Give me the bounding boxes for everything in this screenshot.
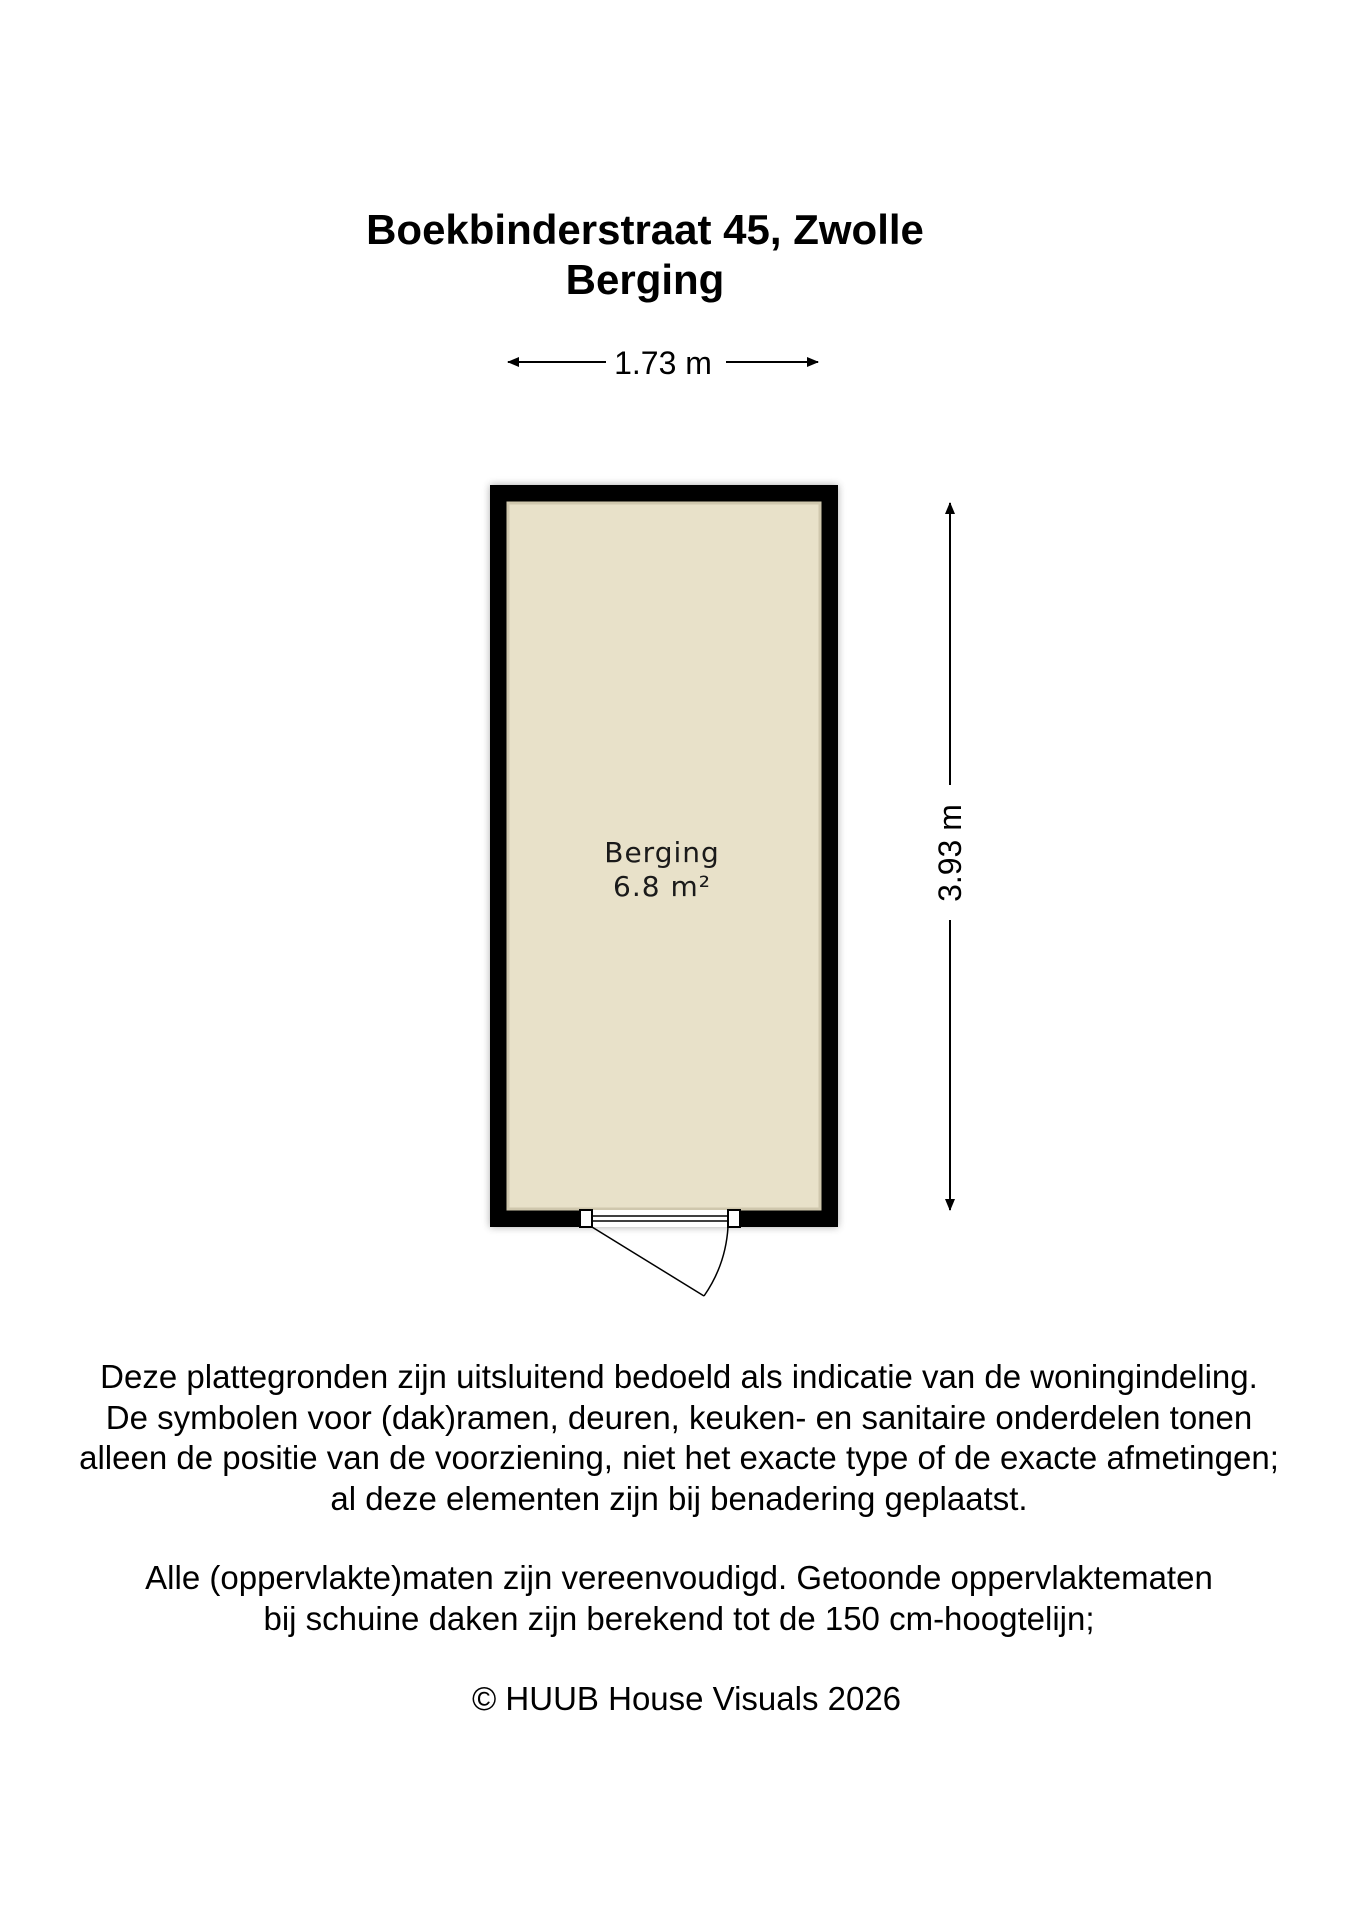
- disclaimer-line: alleen de positie van de voorziening, niet het exacte type of de exacte afmetingen;: [79, 1439, 1279, 1476]
- width-dimension: [508, 345, 818, 381]
- door: [580, 1210, 740, 1296]
- disclaimer-line: Deze plattegronden zijn uitsluitend bedoeld als indicatie van de woningindeling.: [100, 1358, 1258, 1395]
- door-leaf: [592, 1227, 704, 1296]
- door-jamb-left: [580, 1210, 592, 1227]
- door-jamb-right: [728, 1210, 740, 1227]
- floor-title: Berging: [565, 256, 725, 303]
- disclaimer-line: bij schuine daken zijn berekend tot de 150 cm-hoogtelijn;: [263, 1599, 1095, 1637]
- door-opening: [580, 1210, 740, 1227]
- disclaimer-line: Alle (oppervlakte)maten zijn vereenvoudigd. Getoonde oppervlaktematen: [145, 1559, 1213, 1596]
- disclaimer-line: al deze elementen zijn bij benadering geplaatst.: [330, 1479, 1028, 1517]
- room-name-label: Berging: [604, 836, 720, 869]
- door-swing-arc: [704, 1227, 728, 1296]
- room-area-label: 6.8 m²: [613, 870, 711, 903]
- disclaimer-paragraph-2: [0, 1558, 1358, 1639]
- disclaimer-line: De symbolen voor (dak)ramen, deuren, keuken- en sanitaire onderdelen tonen: [105, 1398, 1253, 1436]
- width-dimension-label: 1.73 m: [614, 345, 712, 381]
- copyright-notice: © HUUB House Visuals 2026: [471, 1680, 902, 1717]
- depth-dimension: [932, 503, 968, 1210]
- address-title: Boekbinderstraat 45, Zwolle: [366, 206, 924, 253]
- depth-dimension-label: 3.93 m: [932, 804, 968, 902]
- disclaimer-paragraph-1: [0, 1357, 1358, 1519]
